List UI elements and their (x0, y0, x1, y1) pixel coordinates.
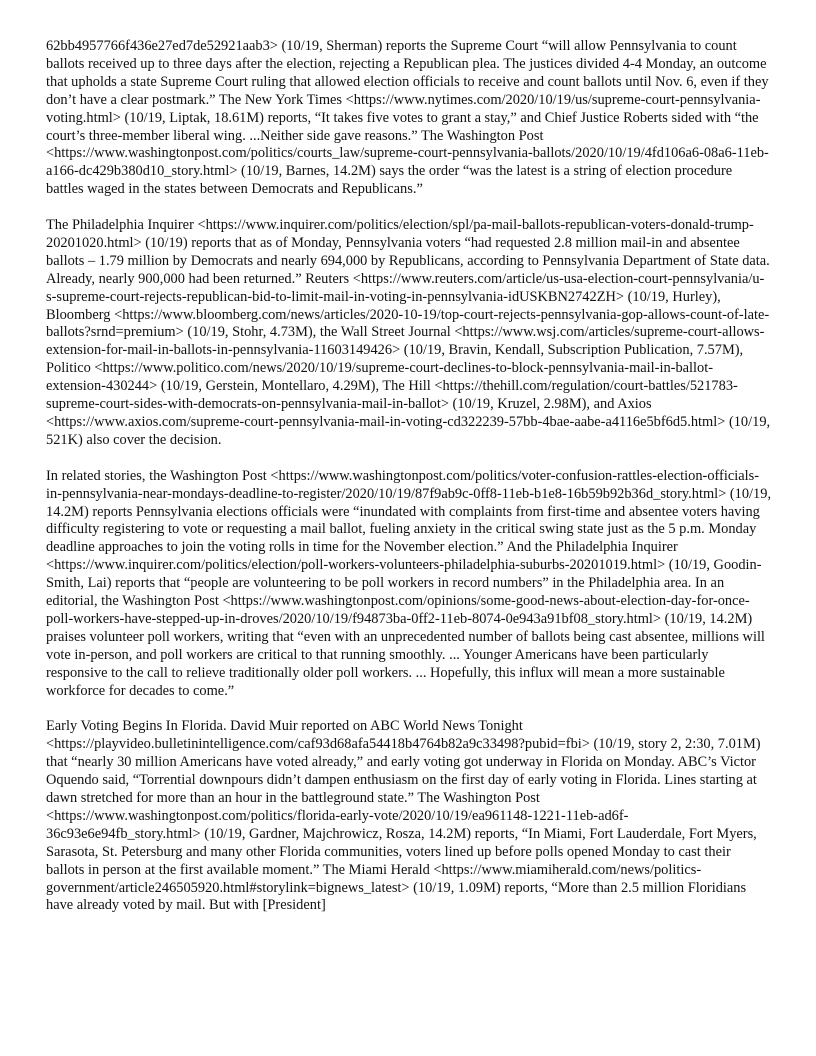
paragraph-supreme-court-ruling: 62bb4957766f436e27ed7de52921aab3> (10/19, Sherman) reports the Supreme Court “will allow Pennsylvania to count ballots received up to three days after the election, rejecting a Republican plea. The justices divided 4-4 Monday, an outcome that upholds a state Supreme Court ruling that allowed election officials to receive and count ballots until Nov. 6, even if they don’t have a clear postmark.” The New York Times <https://www.nytimes.com/2020/10/19/us/supreme-court-pennsylvania-voting.html> (10/19, Liptak, 18.61M) reports, “It takes five votes to grant a stay,” and Chief Justice Roberts sided with “the court’s three-member liberal wing. ...Neither side gave reasons.” The Washington Post <https://www.washingtonpost.com/politics/courts_law/supreme-court-pennsylvania-ballots/2020/10/19/4fd106a6-08a6-11eb-a166-dc429b380d10_story.html> (10/19, Barnes, 14.2M) says the order “was the latest is a string of election procedure battles waged in the states between Democrats and Republicans.” (46, 38, 769, 198)
paragraph-pennsylvania-ballots: The Philadelphia Inquirer <https://www.inquirer.com/politics/election/spl/pa-mail-ballots-republican-voters-donald-trump-20201020.html> (10/19) reports that as of Monday, Pennsylvania voters “had requested 2.8 million mail-in and absentee ballots – 1.79 million by Democrats and nearly 694,000 by Republicans, according to Pennsylvania Department of State data. Already, nearly 900,000 had been returned.” Reuters <https://www.reuters.com/article/us-usa-election-court-pennsylvania/u-s-supreme-court-rejects-republican-bid-to-limit-mail-in-voting-in-pennsylvania-idUSKBN2742ZH> (10/19, Hurley), Bloomberg <https://www.bloomberg.com/news/articles/2020-10-19/top-court-rejects-pennsylvania-gop-allows-count-of-late-ballots?srnd=premium> (10/19, Stohr, 4.73M), the Wall Street Journal <https://www.wsj.com/articles/supreme-court-allows-extension-for-mail-in-ballots-in-pennsylvania-11603149426> (10/19, Bravin, Kendall, Subscription Publication, 7.57M), Politico <https://www.politico.com/news/2020/10/19/supreme-court-declines-to-block-pennsylvania-mail-in-ballot-extension-430244> (10/19, Gerstein, Montellaro, 4.29M), The Hill <https://thehill.com/regulation/court-battles/521783-supreme-court-sides-with-democrats-on-pennsylvania-mail-in-ballot> (10/19, Kruzel, 2.98M), and Axios <https://www.axios.com/supreme-court-pennsylvania-mail-in-voting-cd322239-57bb-4bae-aabe-a4116e5bf6d5.html> (10/19, 521K) also cover the decision. (46, 217, 771, 448)
paragraph-related-stories: In related stories, the Washington Post <https://www.washingtonpost.com/politics/voter-confusion-rattles-election-officials-in-pennsylvania-near-mondays-deadline-to-register/2020/10/19/87f9ab9c-0ff8-11eb-b1e8-16b59b92b36d_story.html> (10/19, 14.2M) reports Pennsylvania elections officials were “inundated with complaints from first-time and absentee voters having difficulty registering to vote or requesting a mail ballot, fueling anxiety in the critical swing state just as the 5 p.m. Monday deadline approaches to join the voting rolls in time for the November election.” And the Philadelphia Inquirer <https://www.inquirer.com/politics/election/poll-workers-volunteers-philadelphia-suburbs-20201019.html> (10/19, Goodin-Smith, Lai) reports that “people are volunteering to be poll workers in record numbers” in the Philadelphia area. In an editorial, the Washington Post <https://www.washingtonpost.com/opinions/some-good-news-about-election-day-for-once-poll-workers-have-stepped-up-in-droves/2020/10/19/f94873ba-0ff2-11eb-8074-0e943a91bf08_story.html> (10/19, 14.2M) praises volunteer poll workers, writing that “even with an unprecedented number of ballots being cast absentee, millions will vote in-person, and poll workers are critical to that running smoothly. ... Younger Americans have been particularly responsive to the call to relieve traditionally older poll workers. ... Hopefully, this influx will mean a more sustainable workforce for decades to come.” (46, 467, 772, 699)
paragraph-early-voting-florida: Early Voting Begins In Florida. David Muir reported on ABC World News Tonight <https://playvideo.bulletinintelligence.com/caf93d68afa54418b4764b82a9c33498?pubid=fbi> (10/19, story 2, 2:30, 7.01M) that “nearly 30 million Americans have voted already,” and early voting got underway in Florida on Monday. ABC’s Victor Oquendo said, “Torrential downpours didn’t dampen enthusiasm on the first day of early voting in Florida. Lines starting at dawn stretched for more than an hour in the battleground state.” The Washington Post <https://www.washingtonpost.com/politics/florida-early-vote/2020/10/19/ea961148-1221-11eb-ad6f-36c93e6e94fb_story.html> (10/19, Gardner, Majchrowicz, Rosza, 14.2M) reports, “In Miami, Fort Lauderdale, Fort Myers, Sarasota, St. Petersburg and many other Florida communities, voters lined up before polls opened Monday to cast their ballots in person at the first available moment.” The Miami Herald <https://www.miamiherald.com/news/politics-government/article246505920.html#storylink=bignews_latest> (10/19, 1.09M) reports, “More than 2.5 million Floridians have already voted by mail. But with [President] (46, 718, 761, 914)
